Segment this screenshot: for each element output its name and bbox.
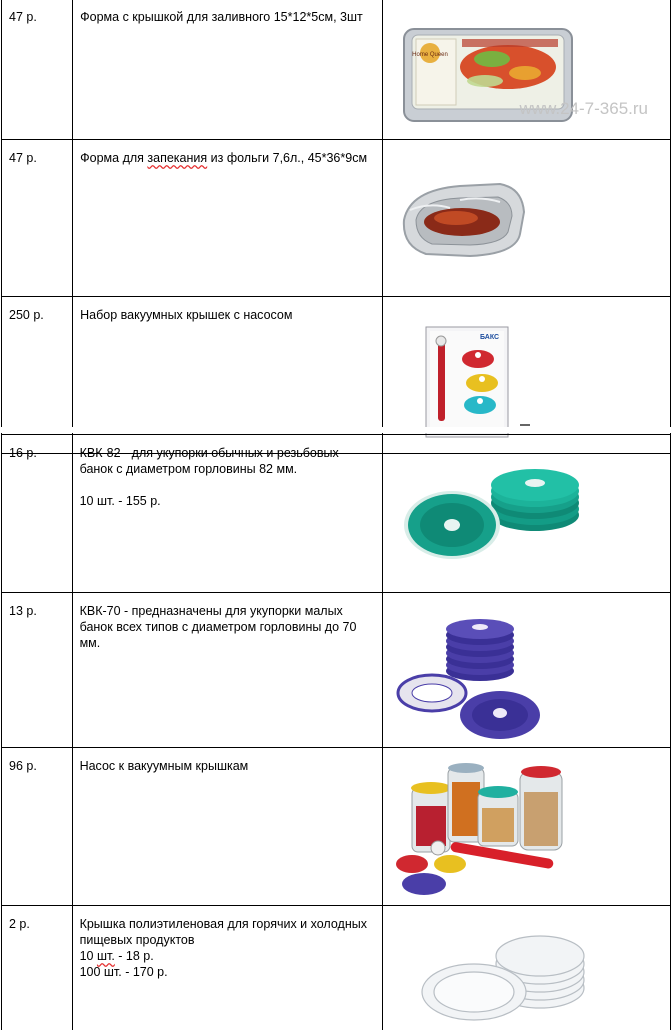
description-cell: Форма для запекания из фольги 7,6л., 45*36*9см [73,140,383,297]
price-cell: 13 р. [2,593,73,748]
price-cell: 47 р. [2,140,73,297]
price-cell: 250 р. [2,297,73,454]
product-image-cell [382,0,670,140]
table-row [2,140,671,297]
table-row [2,593,671,748]
plastic-lids-image [390,916,663,1030]
product-image-cell [382,140,670,297]
price-cell: 16 р. [2,435,73,593]
table-gap [0,427,671,433]
table-row [2,748,671,906]
description-cell: Крышка полиэтиленовая для горячих и холодных пищевых продуктов 10 шт. - 18 р. 100 шт. - 170 р. [72,906,382,1030]
product-image-cell [382,435,670,593]
aspic-mold-image [390,9,663,139]
price-cell: 47 р. [2,0,73,140]
product-image-cell [382,593,670,748]
price-table-1 [1,0,671,454]
description-cell: Набор вакуумных крышек с насосом [73,297,383,454]
description-cell: Форма с крышкой для заливного 15*12*5см, 3шт [73,0,383,140]
product-image-cell [382,748,670,906]
spellcheck-underline: шт. [96,949,115,963]
purple-lids-image [390,603,663,747]
brand-logo-text: БАКС [479,334,500,341]
table-row [2,435,671,593]
pump-and-jars-image [390,758,663,905]
description-cell: Насос к вакуумным крышкам [72,748,382,906]
table-row [2,906,671,1030]
price-table-2 [1,434,671,1030]
foil-baking-tray-image [390,150,663,296]
description-cell: КВК-70 - предназначены для укупорки малых банок всех типов с диаметром горловины до 70 мм. [72,593,382,748]
watermark-text: www.24-7-365.ru [519,99,648,118]
brand-logo-text: Home Queen [412,52,448,58]
teal-lids-image [390,445,663,592]
spellcheck-underline: запекания [147,151,208,165]
table-row [2,0,671,140]
price-cell: 2 р. [2,906,73,1030]
product-image-cell [382,906,670,1030]
price-cell: 96 р. [2,748,73,906]
description-cell: КВК-82 - для укупорки обычных и резьбовых банок с диаметром горловины 82 мм. 10 шт. - 155 р. [72,435,382,593]
